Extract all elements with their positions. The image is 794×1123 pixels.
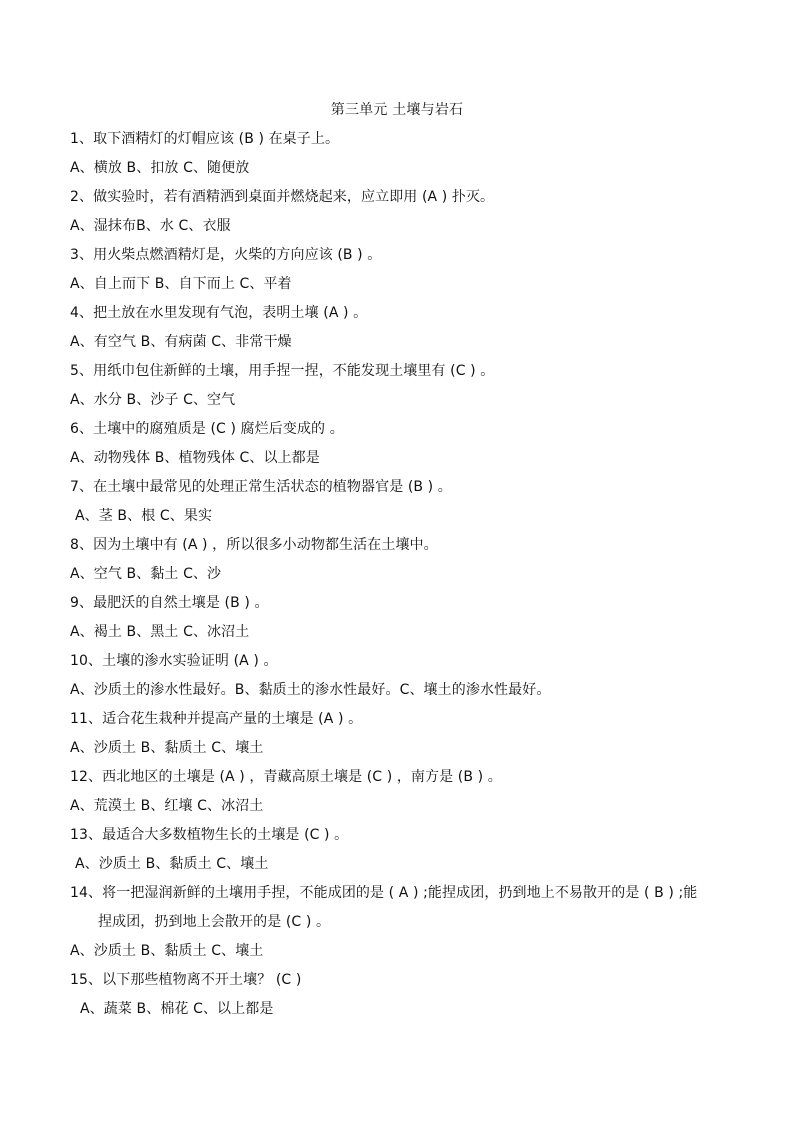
question-9: 9、最肥沃的自然土壤是 (B ) 。	[70, 595, 269, 611]
options-15: A、蔬菜 B、棉花 C、以上都是	[80, 1001, 274, 1017]
question-11: 11、适合花生栽种并提高产量的土壤是 (A ) 。	[70, 711, 363, 727]
options-7: A、茎 B、根 C、果实	[75, 508, 213, 524]
question-6: 6、土壤中的腐殖质是 (C ) 腐烂后变成的 。	[70, 421, 344, 437]
question-14: 14、将一把湿润新鲜的土壤用手捏，不能成团的是 ( A ) ;能捏成团，扔到地上不易散开的是 ( B ) ;能	[70, 885, 698, 901]
page-title: 第三单元 土壤与岩石	[330, 102, 464, 118]
question-list	[0, 128, 794, 1027]
question-5: 5、用纸巾包住新鲜的土壤，用手捏一捏，不能发现土壤里有 (C ) 。	[70, 363, 495, 379]
question-2: 2、做实验时，若有酒精洒到桌面并燃烧起来，应立即用 (A ) 扑灭。	[70, 189, 495, 205]
options-1: A、横放 B、扣放 C、随便放	[70, 160, 250, 176]
options-13: A、沙质土 B、黏质土 C、壤土	[75, 856, 269, 872]
question-1: 1、取下酒精灯的灯帽应该 (B ) 在桌子上。	[70, 131, 340, 147]
options-11: A、沙质土 B、黏质土 C、壤土	[70, 740, 264, 756]
question-12: 12、西北地区的土壤是 (A ) ，青藏高原土壤是 (C ) ，南方是 (B ) 。	[70, 769, 502, 785]
options-2: A、湿抹布B、水 C、衣服	[70, 218, 231, 234]
options-9: A、褐土 B、黑土 C、冰沼土	[70, 624, 250, 640]
question-14-continued: 捏成团，扔到地上会散开的是 (C ) 。	[98, 914, 331, 930]
options-5: A、水分 B、沙子 C、空气	[70, 392, 236, 408]
question-15: 15、以下那些植物离不开土壤？ (C )	[70, 972, 302, 988]
question-3: 3、用火柴点燃酒精灯是，火柴的方向应该 (B ) 。	[70, 247, 382, 263]
question-10: 10、土壤的渗水实验证明 (A ) 。	[70, 653, 278, 669]
question-4: 4、把土放在水里发现有气泡，表明土壤 (A ) 。	[70, 305, 368, 321]
question-7: 7、在土壤中最常见的处理正常生活状态的植物器官是 (B ) 。	[70, 479, 452, 495]
options-10: A、沙质土的渗水性最好。B、黏质土的渗水性最好。C、壤土的渗水性最好。	[70, 682, 551, 698]
options-12: A、荒漠土 B、红壤 C、冰沼土	[70, 798, 264, 814]
options-6: A、动物残体 B、植物残体 C、以上都是	[70, 450, 320, 466]
options-3: A、自上而下 B、自下而上 C、平着	[70, 276, 292, 292]
options-4: A、有空气 B、有病菌 C、非常干燥	[70, 334, 292, 350]
options-14: A、沙质土 B、黏质土 C、壤土	[70, 943, 264, 959]
question-13: 13、最适合大多数植物生长的土壤是 (C ) 。	[70, 827, 349, 843]
options-8: A、空气 B、黏土 C、沙	[70, 566, 222, 582]
question-8: 8、因为土壤中有 (A ) ，所以很多小动物都生活在土壤中。	[70, 537, 438, 553]
